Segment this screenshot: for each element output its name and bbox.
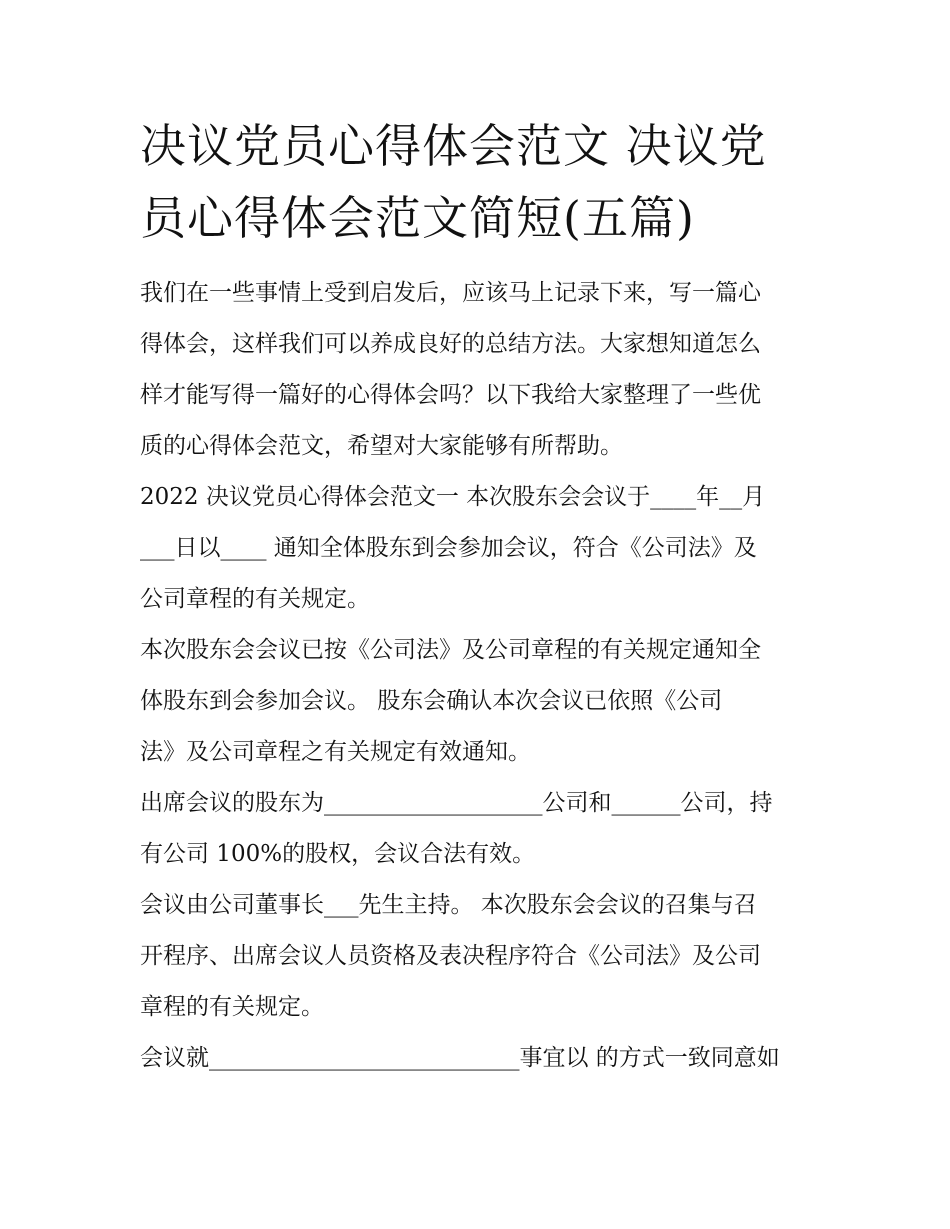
text-line: 公司章程的有关规定。 [140, 586, 370, 612]
text-line: 出席会议的股东为___________________公司和______公司，持 [140, 790, 773, 816]
text-line: 法》及公司章程之有关规定有效通知。 [140, 739, 531, 765]
text-line: 质的心得体会范文，希望对大家能够有所帮助。 [140, 433, 623, 459]
text-line: 我们在一些事情上受到启发后，应该马上记录下来，写一篇心 [140, 280, 761, 306]
text-line: 有公司 100%的股权，会议合法有效。 [140, 841, 536, 867]
intro-paragraph [140, 268, 812, 472]
text-line: 章程的有关规定。 [140, 994, 324, 1020]
chair-paragraph [140, 880, 812, 1033]
notice-paragraph [140, 625, 812, 778]
text-line: 会议就___________________________事宜以 的方式一致同意如 [140, 1045, 780, 1071]
text-line: 2022 决议党员心得体会范文一 本次股东会会议于____年__月 [140, 484, 766, 510]
text-line: 本次股东会会议已按《公司法》及公司章程的有关规定通知全 [140, 637, 761, 663]
meeting-paragraph [140, 472, 812, 625]
text-line: 体股东到会参加会议。 股东会确认本次会议已依照《公司 [140, 688, 723, 714]
text-line: 样才能写得一篇好的心得体会吗？以下我给大家整理了一些优 [140, 382, 761, 408]
attendees-paragraph [140, 778, 812, 880]
document-title [140, 110, 820, 254]
title-line: 决议党员心得体会范文 决议党 [140, 119, 767, 173]
title-line: 员心得体会范文简短(五篇) [140, 191, 695, 245]
text-line: ___日以____ 通知全体股东到会参加会议，符合《公司法》及 [140, 535, 757, 561]
text-line: 会议由公司董事长___先生主持。 本次股东会会议的召集与召 [140, 892, 757, 918]
resolution-paragraph [140, 1033, 812, 1084]
document-body [140, 268, 820, 1084]
text-line: 得体会，这样我们可以养成良好的总结方法。大家想知道怎么 [140, 331, 761, 357]
text-line: 开程序、出席会议人员资格及表决程序符合《公司法》及公司 [140, 943, 761, 969]
document-page [140, 110, 820, 1084]
